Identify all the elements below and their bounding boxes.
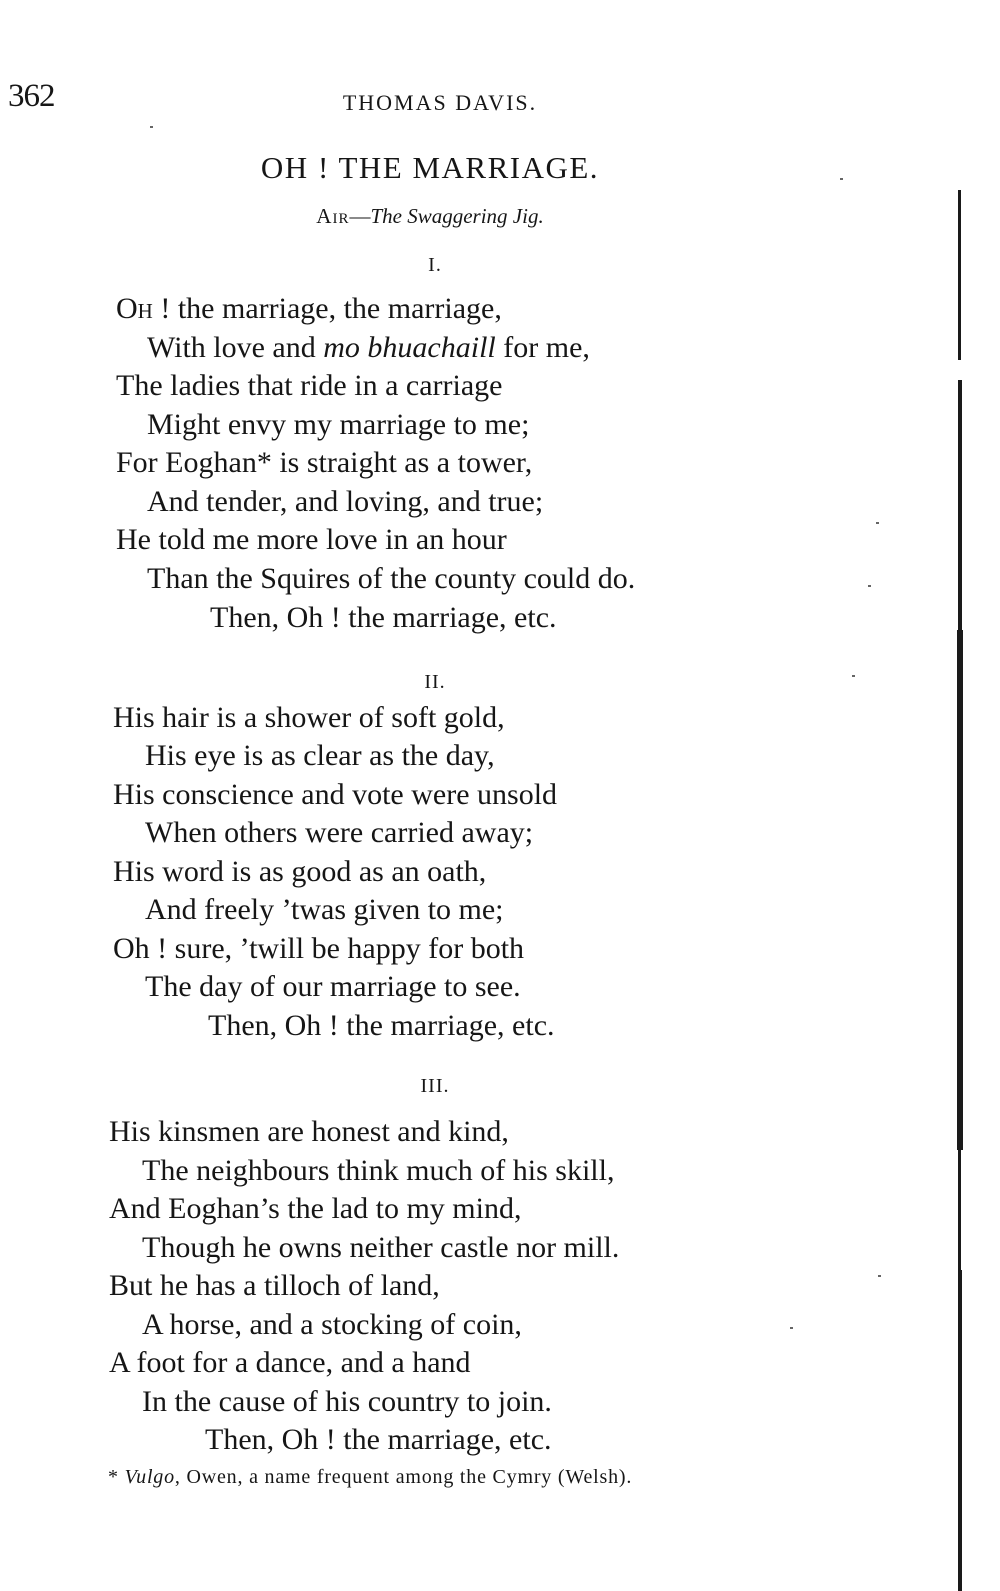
stanza-line: He told me more love in an hour bbox=[116, 523, 507, 556]
stanza-line: And tender, and loving, and true; bbox=[147, 485, 544, 518]
air-tune: The Swaggering Jig. bbox=[370, 204, 544, 228]
stanza-line: And Eoghan’s the lad to my mind, bbox=[109, 1192, 522, 1225]
stanza-numeral-3: III. bbox=[420, 1075, 450, 1097]
stanza-line bbox=[116, 290, 502, 328]
running-head: THOMAS DAVIS. bbox=[342, 90, 538, 115]
scan-speck bbox=[150, 126, 153, 128]
stanza-line: A horse, and a stocking of coin, bbox=[142, 1308, 522, 1341]
footnote-text: , Owen, a name frequent among the Cymry (Welsh). bbox=[174, 1466, 633, 1488]
stanza-line: His eye is as clear as the day, bbox=[145, 739, 495, 772]
scan-speck bbox=[876, 522, 879, 524]
stanza-line: Oh ! sure, ’twill be happy for both bbox=[113, 932, 525, 965]
stanza-line: For Eoghan* is straight as a tower, bbox=[116, 446, 533, 479]
scan-speck bbox=[878, 1275, 881, 1277]
stanza-line: Might envy my marriage to me; bbox=[147, 408, 530, 441]
stanza-line: In the cause of his country to join. bbox=[142, 1385, 552, 1418]
stanza-numeral-1: I. bbox=[428, 254, 442, 276]
footnote-mark: * bbox=[108, 1466, 125, 1488]
poem-title: OH ! THE MARRIAGE. bbox=[260, 150, 600, 185]
refrain-line: Then, Oh ! the marriage, etc. bbox=[210, 601, 557, 634]
stanza-line: And freely ’twas given to me; bbox=[145, 893, 504, 926]
stanza-line: When others were carried away; bbox=[145, 816, 534, 849]
line-text: ! the marriage, the marriage, bbox=[152, 292, 502, 325]
air-label: Air bbox=[316, 204, 350, 228]
stanza-line: His hair is a shower of soft gold, bbox=[113, 701, 505, 734]
binding-edge bbox=[952, 190, 968, 1591]
line-text: for me, bbox=[495, 331, 590, 364]
scan-speck bbox=[840, 178, 843, 180]
air-line bbox=[0, 204, 860, 229]
stanza-line: The day of our marriage to see. bbox=[145, 970, 521, 1003]
stanza-line: The ladies that ride in a carriage bbox=[116, 369, 503, 402]
stanza-line: But he has a tilloch of land, bbox=[109, 1269, 440, 1302]
stanza-line: The neighbours think much of his skill, bbox=[142, 1154, 615, 1187]
stanza-line: Than the Squires of the county could do. bbox=[147, 562, 636, 595]
stanza-line: His word is as good as an oath, bbox=[113, 855, 487, 888]
footnote bbox=[108, 1466, 632, 1489]
scan-speck bbox=[790, 1327, 793, 1329]
line-text: With love and bbox=[147, 331, 324, 364]
scan-speck bbox=[868, 585, 871, 587]
stanza-line bbox=[147, 329, 590, 367]
scan-speck bbox=[852, 675, 855, 677]
stanza-lead-word: Oh bbox=[116, 292, 153, 325]
stanza-line: His conscience and vote were unsold bbox=[113, 778, 558, 811]
stanza-numeral-2: II. bbox=[424, 671, 446, 693]
refrain-line: Then, Oh ! the marriage, etc. bbox=[205, 1423, 552, 1456]
page-number: 362 bbox=[8, 78, 55, 114]
stanza-line: A foot for a dance, and a hand bbox=[109, 1346, 471, 1379]
stanza-line: His kinsmen are honest and kind, bbox=[109, 1115, 509, 1148]
footnote-italic: Vulgo bbox=[124, 1466, 175, 1488]
stanza-line: Though he owns neither castle nor mill. bbox=[142, 1231, 620, 1264]
refrain-line: Then, Oh ! the marriage, etc. bbox=[208, 1009, 555, 1042]
line-italic: mo bhuachaill bbox=[323, 331, 496, 364]
air-dash: — bbox=[349, 204, 371, 228]
